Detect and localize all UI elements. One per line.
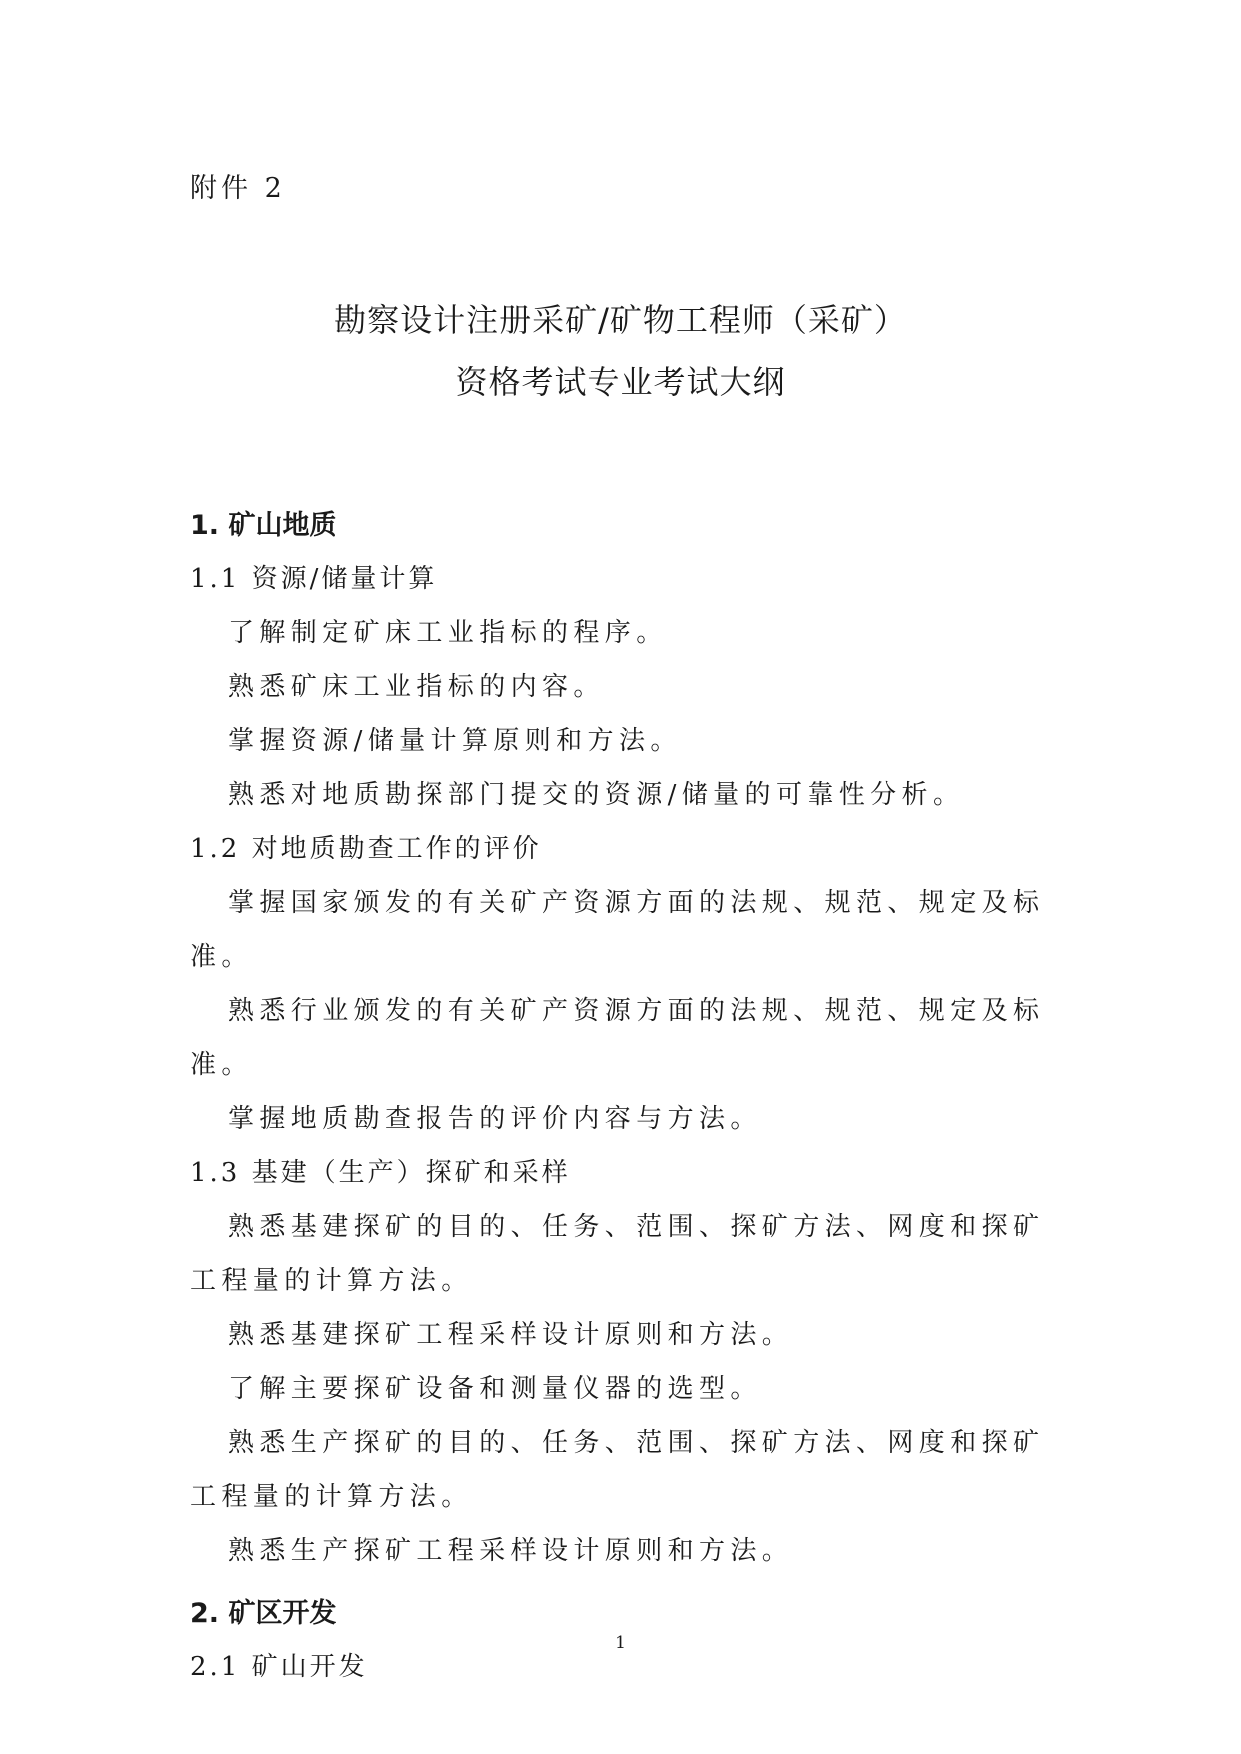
outline-item: 熟悉矿床工业指标的内容。 [228, 672, 605, 702]
outline-item: 了解制定矿床工业指标的程序。 [228, 618, 668, 648]
outline-item: 熟悉生产探矿工程采样设计原则和方法。 [228, 1536, 794, 1566]
outline-item: 熟悉生产探矿的目的、任务、范围、探矿方法、网度和探矿工程量的计算方法。 [190, 1428, 1045, 1512]
document-title-line-1: 勘察设计注册采矿/矿物工程师（采矿） [334, 301, 907, 339]
outline-item: 熟悉基建探矿工程采样设计原则和方法。 [228, 1320, 794, 1350]
outline-item: 掌握地质勘查报告的评价内容与方法。 [228, 1104, 762, 1134]
outline-item: 掌握国家颁发的有关矿产资源方面的法规、规范、规定及标准。 [190, 888, 1045, 972]
outline-item: 掌握资源/储量计算原则和方法。 [228, 726, 682, 756]
section-heading: 1. 矿山地质 [190, 510, 337, 541]
section-heading: 2. 矿区开发 [190, 1598, 337, 1629]
outline-item: 熟悉对地质勘探部门提交的资源/储量的可靠性分析。 [228, 780, 965, 810]
subsection-heading: 1.3 基建（生产）探矿和采样 [190, 1158, 571, 1188]
subsection-heading: 1.2 对地质勘查工作的评价 [190, 834, 542, 864]
outline-item: 熟悉基建探矿的目的、任务、范围、探矿方法、网度和探矿工程量的计算方法。 [190, 1212, 1045, 1296]
outline-item: 熟悉行业颁发的有关矿产资源方面的法规、规范、规定及标准。 [190, 996, 1045, 1080]
attachment-label: 附件 2 [190, 173, 286, 204]
document-title-line-2: 资格考试专业考试大纲 [455, 363, 786, 401]
outline-item: 了解主要探矿设备和测量仪器的选型。 [228, 1374, 762, 1404]
page-number: 1 [615, 1633, 626, 1653]
document-body [190, 500, 1060, 1694]
subsection-heading: 1.1 资源/储量计算 [190, 564, 438, 594]
subsection-heading: 2.1 矿山开发 [190, 1652, 368, 1682]
